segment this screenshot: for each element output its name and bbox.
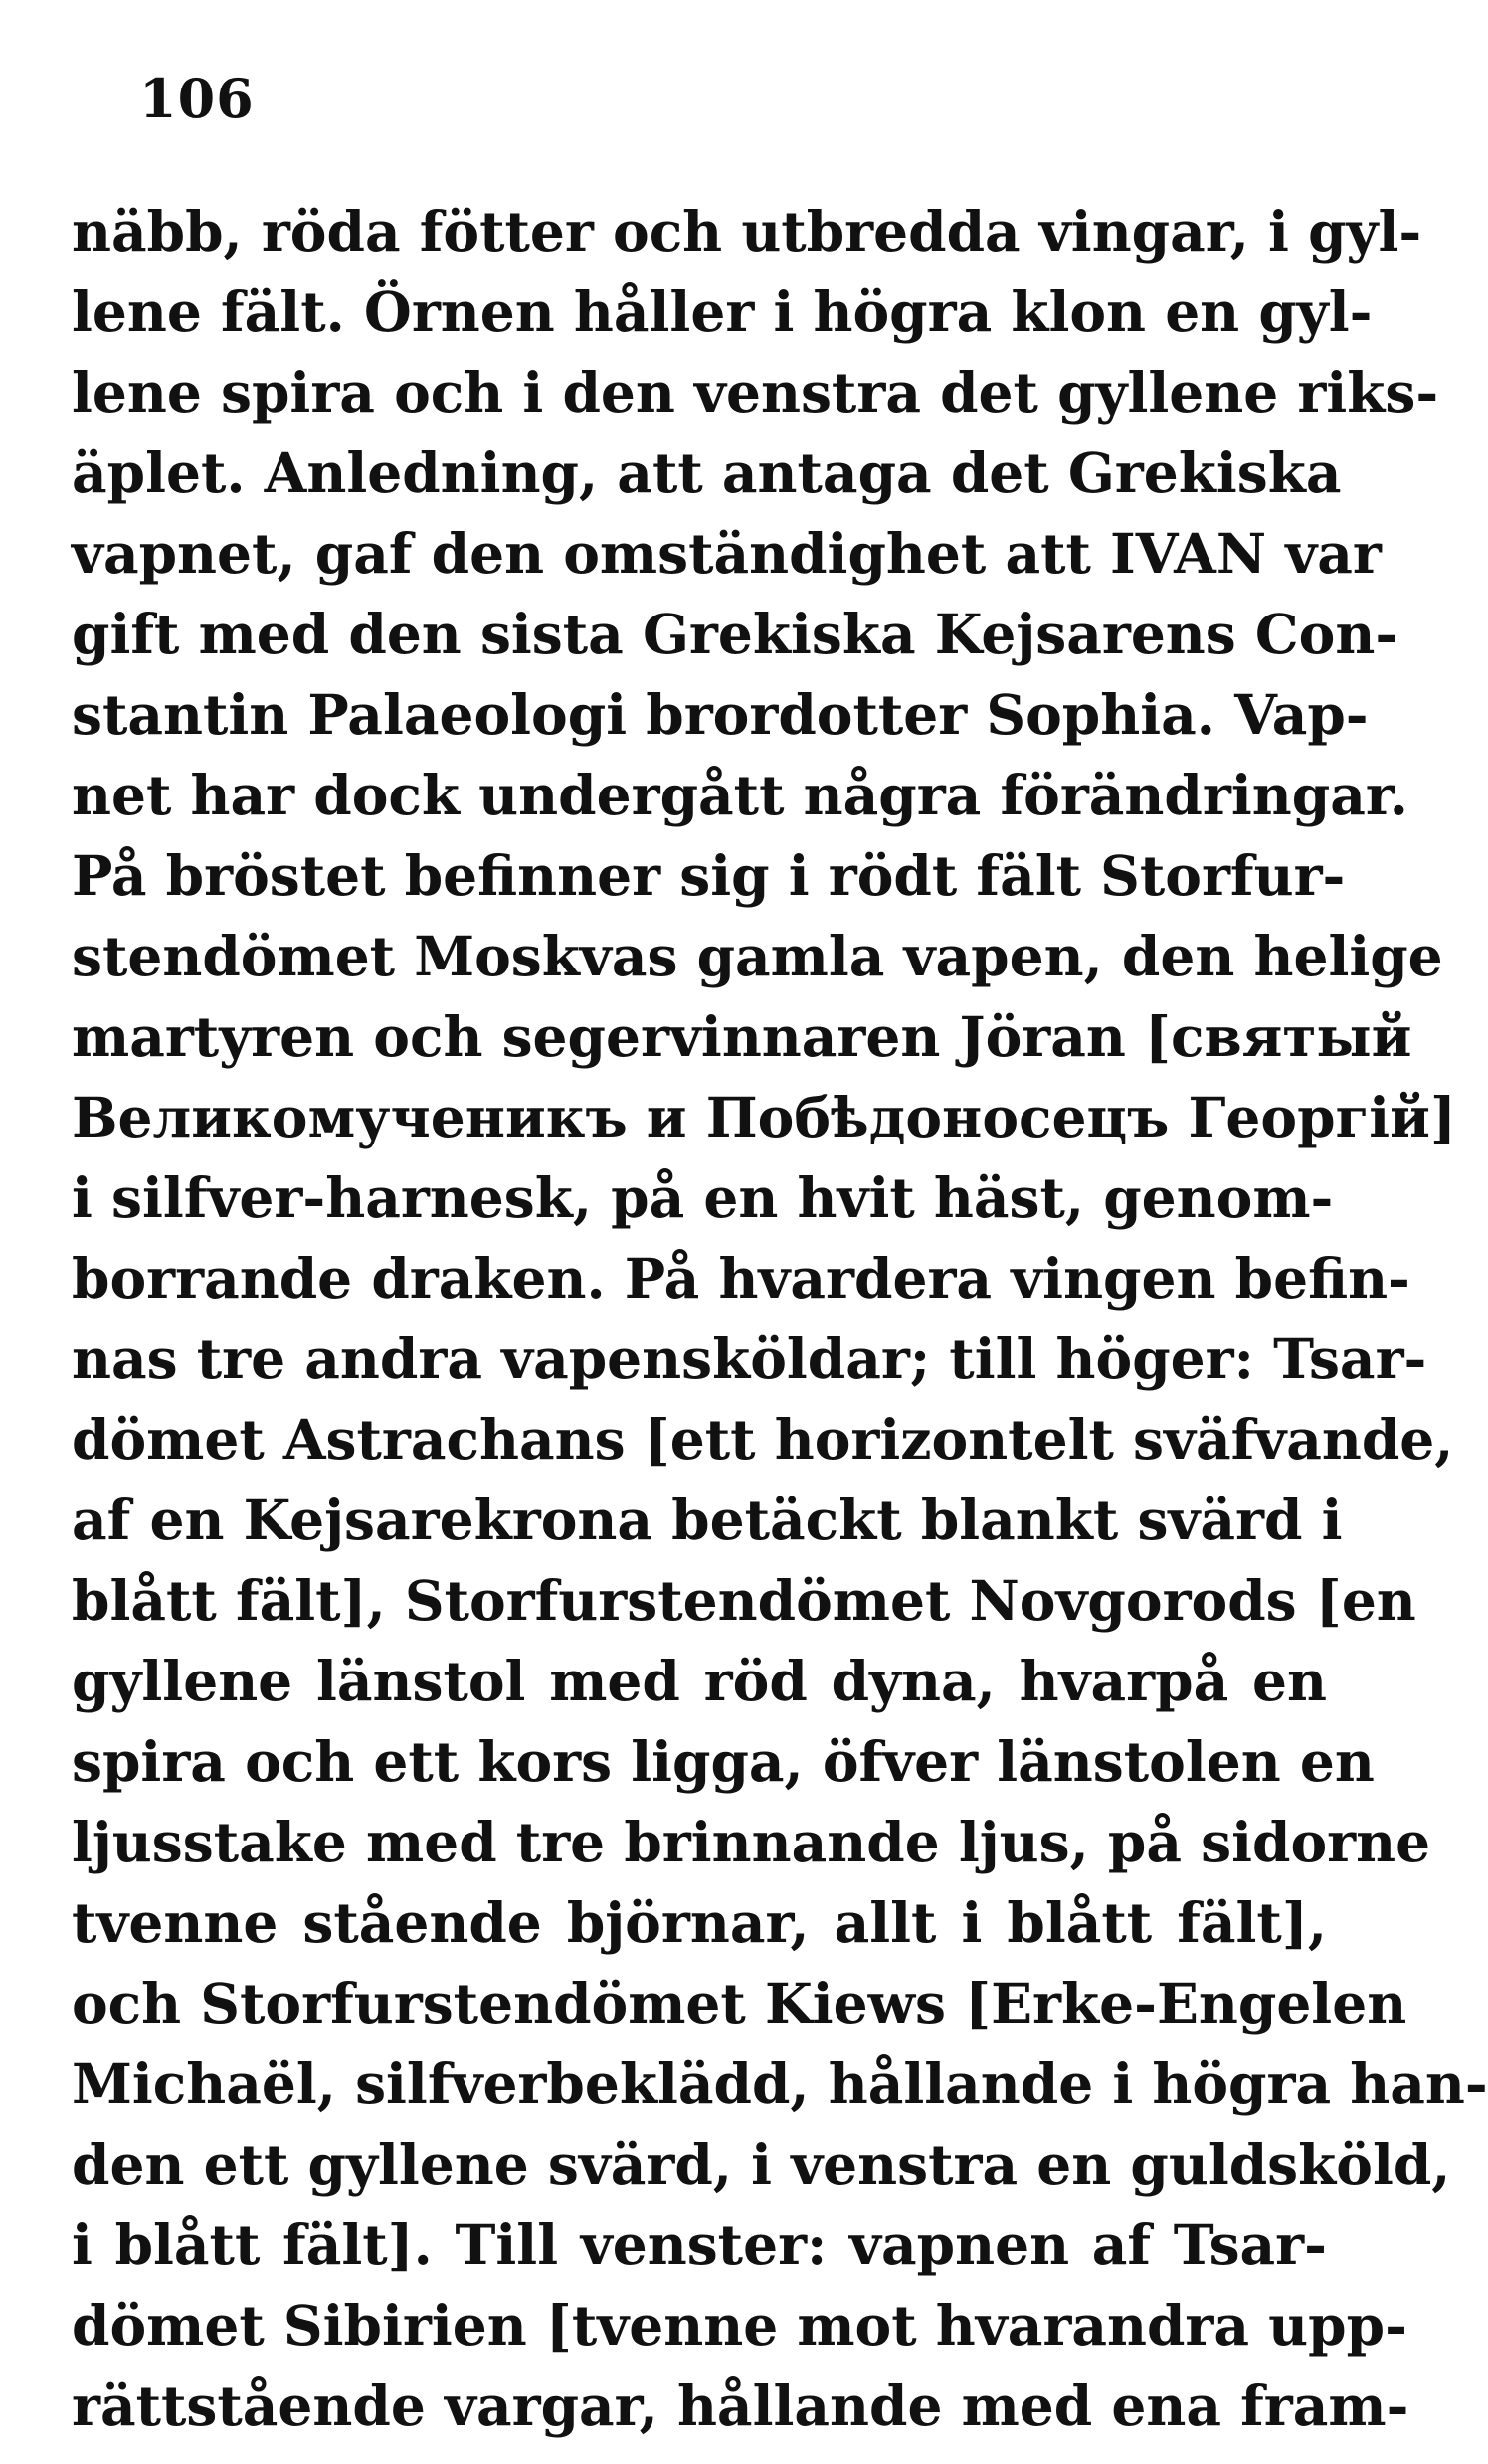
text-line: den ett gyllene svärd, i venstra en guldsköld, [72,2132,1451,2197]
text-line: gift med den sista Grekiska Kejsarens Con- [72,602,1398,666]
body-text [72,191,1488,2446]
text-line: dömet Sibirien [tvenne mot hvarandra upp- [72,2293,1407,2358]
text-line: nas tre andra vapensköldar; till höger: Tsar- [72,1326,1427,1391]
text-line: stendömet Moskvas gamla vapen, den helige [72,924,1443,988]
text-line: gyllene länstol med röd dyna, hvarpå en [72,1649,1327,1713]
text-line: vapnet, gaf den omständighet att IVAN var [72,521,1382,586]
text-line: lene fält. Örnen håller i högra klon en gyl- [72,279,1373,344]
text-line: rättstående vargar, hållande med ena fram- [72,2374,1409,2438]
text-line: i silfver-harnesk, på en hvit häst, genom- [72,1165,1334,1230]
text-line: äplet. Anledning, att antaga det Grekiska [72,440,1342,505]
page-number: 106 [139,67,255,130]
text-line: dömet Astrachans [ett horizontelt sväfvande, [72,1407,1454,1472]
text-line: Michaël, silfverbeklädd, hållande i högra han- [72,2051,1488,2116]
text-line: spira och ett kors ligga, öfver länstolen en [72,1729,1375,1794]
text-line: näbb, röda fötter och utbredda vingar, i gyl- [72,199,1422,264]
text-line: net har dock undergått några förändringar. [72,763,1408,827]
text-line: tvenne stående björnar, allt i blått fält], [72,1890,1327,1955]
text-line: lene spira och i den venstra det gyllene riks- [72,360,1439,425]
text-line: stantin Palaeologi brordotter Sophia. Vap- [72,682,1369,747]
text-line: af en Kejsarekrona betäckt blankt svärd i [72,1488,1343,1552]
text-line: ljusstake med tre brinnande ljus, på sidorne [72,1810,1431,1874]
text-line: På bröstet befinner sig i rödt fält Storfur- [72,843,1346,908]
text-line: borrande draken. På hvardera vingen befin- [72,1246,1410,1311]
text-line: och Storfurstendömet Kiews [Erke-Engelen [72,1971,1407,2035]
text-line: blått fält], Storfurstendömet Novgorods [en [72,1568,1416,1633]
text-line: martyren och segervinnaren Jöran [святый [72,1004,1412,1069]
text-line: Великомученикъ и Побѣдоносецъ Георгій] [72,1085,1456,1149]
text-line: i blått fält]. Till venster: vapnen af Tsar- [72,2212,1327,2277]
